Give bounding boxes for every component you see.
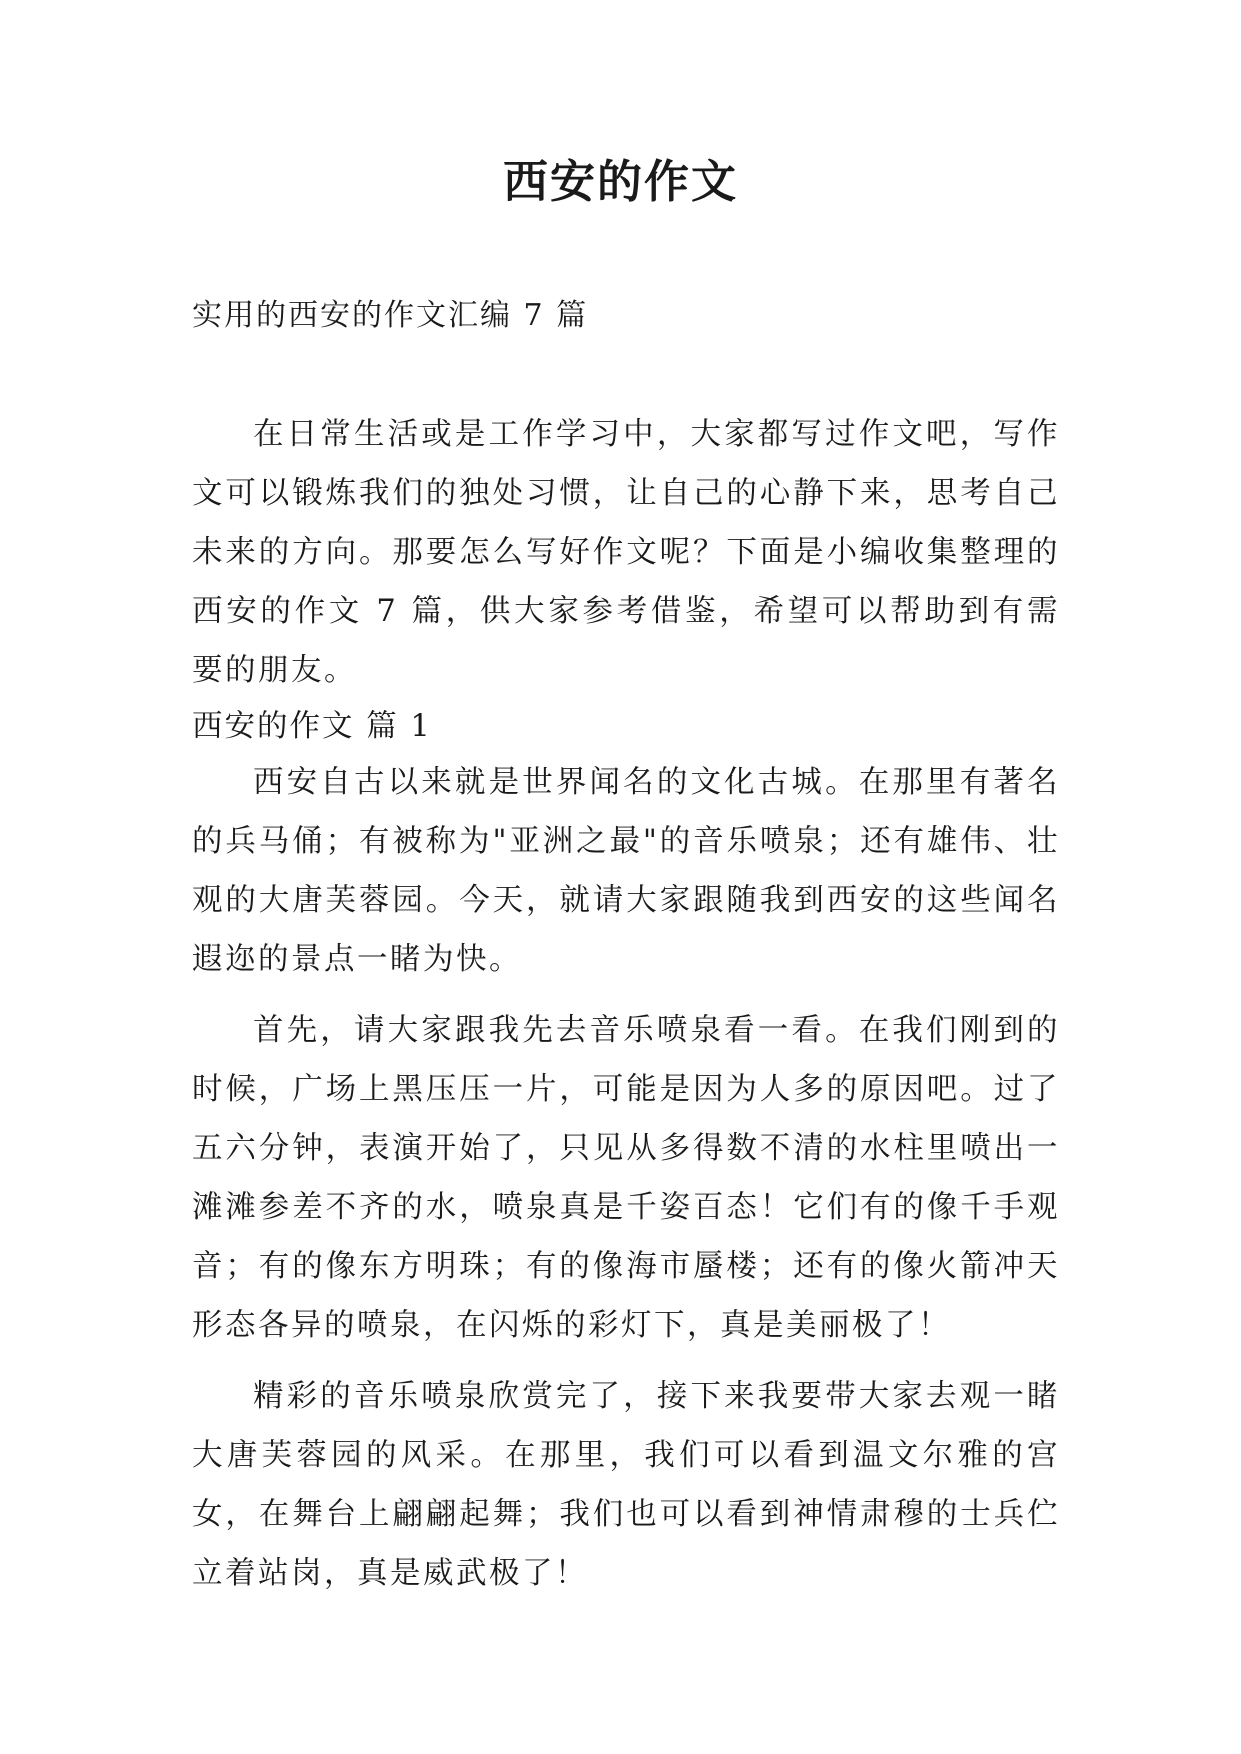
page-title: 西安的作文 xyxy=(502,155,738,208)
document-body xyxy=(192,405,1060,1603)
section-heading: 西安的作文 篇 1 xyxy=(192,709,432,744)
body-paragraph: 精彩的音乐喷泉欣赏完了，接下来我要带大家去观一睹大唐芙蓉园的风采。在那里，我们可以看到温文尔雅的宫女，在舞台上翩翩起舞；我们也可以看到神情肃穆的士兵伫立着站岗，真是威武极了！ xyxy=(192,1379,1060,1591)
body-paragraph: 西安自古以来就是世界闻名的文化古城。在那里有著名的兵马俑；有被称为"亚洲之最"的音乐喷泉；还有雄伟、壮观的大唐芙蓉园。今天，就请大家跟随我到西安的这些闻名遐迩的景点一睹为快。 xyxy=(192,765,1060,977)
document-subtitle: 实用的西安的作文汇编 7 篇 xyxy=(192,298,589,333)
intro-paragraph: 在日常生活或是工作学习中，大家都写过作文吧，写作文可以锻炼我们的独处习惯，让自己的心静下来，思考自己未来的方向。那要怎么写好作文呢？下面是小编收集整理的西安的作文 7 篇，供大家参考借鉴，希望可以帮助到有需要的朋友。 xyxy=(192,417,1060,688)
body-paragraph: 首先，请大家跟我先去音乐喷泉看一看。在我们刚到的时候，广场上黑压压一片，可能是因为人多的原因吧。过了五六分钟，表演开始了，只见从多得数不清的水柱里喷出一滩滩参差不齐的水，喷泉真是千姿百态！它们有的像千手观音；有的像东方明珠；有的像海市蜃楼；还有的像火箭冲天形态各异的喷泉，在闪烁的彩灯下，真是美丽极了！ xyxy=(192,1013,1060,1343)
